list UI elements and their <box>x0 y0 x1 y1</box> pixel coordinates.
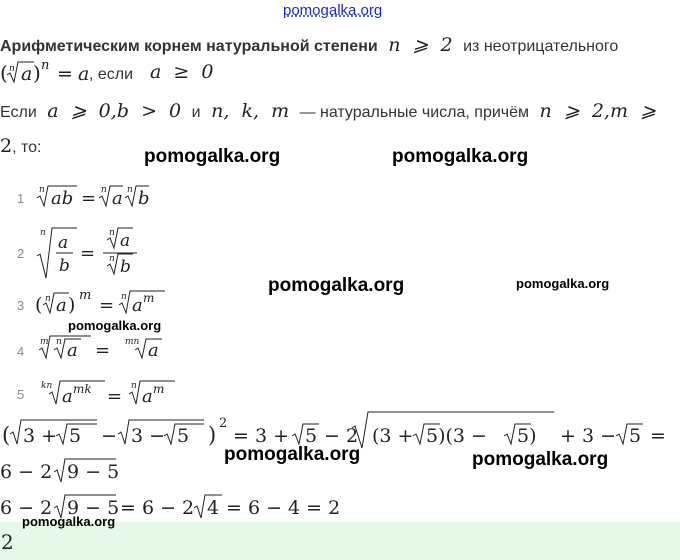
svg-text:=: = <box>99 295 115 316</box>
svg-text:n: n <box>101 185 107 195</box>
svg-text:5: 5 <box>629 425 642 447</box>
svg-text:a: a <box>132 295 143 316</box>
formula: a ≥ 0 <box>150 61 214 83</box>
svg-text:m: m <box>143 291 155 305</box>
svg-text:a: a <box>56 295 67 316</box>
svg-text:a: a <box>67 340 78 361</box>
svg-text:5: 5 <box>69 425 82 447</box>
svg-text:n: n <box>45 294 51 304</box>
svg-text:ab: ab <box>51 188 74 209</box>
svg-text:a: a <box>78 63 90 85</box>
definition-lead: Арифметическим корнем натуральной степени <box>0 38 378 55</box>
svg-text:6 − 2: 6 − 2 <box>0 497 53 519</box>
watermark: pomogalka.org <box>392 146 529 167</box>
svg-text:(: ( <box>0 61 8 85</box>
definition-tail: из неотрицательного <box>463 38 619 55</box>
svg-text:a: a <box>112 188 123 209</box>
svg-text:= 3 +: = 3 + <box>233 425 290 447</box>
conditions-line <box>0 100 656 122</box>
watermark: pomogalka.org <box>22 514 116 529</box>
formula: 2 <box>0 135 13 157</box>
watermark: pomogalka.org <box>268 275 405 296</box>
svg-text:6 − 2: 6 − 2 <box>0 461 53 483</box>
svg-text:): ) <box>33 61 41 85</box>
svg-text:− 2: − 2 <box>324 425 359 447</box>
svg-text:a: a <box>148 340 159 361</box>
formula: a ⩾ 0,b > 0 <box>41 100 182 122</box>
svg-text:=: = <box>57 63 73 85</box>
svg-text:b: b <box>138 188 150 209</box>
svg-text:=: = <box>80 243 96 264</box>
solution-line-1 <box>0 410 676 450</box>
svg-text:a: a <box>21 63 33 85</box>
conditions-tail: — натуральные числа, причём <box>299 104 530 121</box>
property-number: 3 <box>17 298 25 313</box>
svg-text:m: m <box>79 288 92 303</box>
svg-text:5: 5 <box>305 425 318 447</box>
definition-line <box>0 34 618 56</box>
svg-text:n: n <box>121 292 127 302</box>
svg-text:n: n <box>41 58 50 73</box>
svg-text:=: = <box>107 386 123 407</box>
solution-line-2 <box>0 454 140 486</box>
svg-text:n: n <box>131 381 137 391</box>
svg-text:a: a <box>142 386 153 407</box>
definition-mid: , если <box>89 66 134 83</box>
watermark-top[interactable]: pomogalka.org <box>283 2 383 19</box>
svg-text:+ 3 −: + 3 − <box>560 425 617 447</box>
formula: n ⩾ 2 <box>382 34 453 56</box>
answer-value: 2 <box>1 530 14 554</box>
svg-text:m: m <box>40 337 49 347</box>
watermark: pomogalka.org <box>472 449 609 470</box>
property-1-formula <box>35 184 185 214</box>
property-5-formula <box>35 378 185 410</box>
svg-text:3 +: 3 + <box>23 425 58 447</box>
conditions-to: , то: <box>12 139 42 156</box>
svg-text:n: n <box>109 254 115 264</box>
svg-text:9 − 5: 9 − 5 <box>67 497 120 519</box>
property-number: 4 <box>17 344 25 359</box>
conditions-prefix: Если <box>0 104 37 121</box>
svg-text:= 6 − 4 = 2: = 6 − 4 = 2 <box>226 497 341 519</box>
svg-text:mk: mk <box>73 382 92 396</box>
svg-text:n: n <box>127 185 133 195</box>
svg-text:5: 5 <box>177 425 190 447</box>
svg-text:(: ( <box>35 294 43 316</box>
svg-text:n: n <box>56 337 62 347</box>
property-number: 1 <box>17 191 25 206</box>
formula: n, k, m <box>205 100 296 122</box>
watermark: pomogalka.org <box>224 444 361 465</box>
svg-text:4: 4 <box>207 497 220 519</box>
svg-text:=: = <box>81 188 97 209</box>
svg-text:5): 5) <box>517 425 537 447</box>
svg-text:5)(3 −: 5)(3 − <box>426 425 487 447</box>
svg-text:=: = <box>95 340 111 361</box>
svg-text:2: 2 <box>219 416 228 431</box>
svg-text:n: n <box>109 228 115 238</box>
svg-text:n: n <box>40 228 46 238</box>
svg-text:n: n <box>39 185 45 195</box>
svg-text:3 −: 3 − <box>131 425 166 447</box>
svg-text:mn: mn <box>125 337 140 347</box>
property-number: 2 <box>17 246 25 261</box>
watermark: pomogalka.org <box>68 318 162 333</box>
svg-text:m: m <box>153 382 165 396</box>
conditions-and: и <box>191 104 201 121</box>
property-number: 5 <box>17 387 25 402</box>
svg-text:n: n <box>9 64 15 74</box>
watermark: pomogalka.org <box>516 276 610 291</box>
property-3-formula <box>35 287 195 319</box>
watermark: pomogalka.org <box>144 146 281 167</box>
svg-text:b: b <box>120 257 131 277</box>
svg-text:a: a <box>58 233 69 253</box>
svg-text:): ) <box>208 423 217 447</box>
property-2-formula <box>35 226 185 282</box>
svg-text:(: ( <box>2 423 11 447</box>
svg-text:a: a <box>62 386 73 407</box>
svg-text:kn: kn <box>41 381 53 391</box>
svg-text:9 − 5: 9 − 5 <box>67 461 120 483</box>
svg-text:): ) <box>68 294 76 316</box>
svg-text:−: − <box>101 425 117 447</box>
svg-text:a: a <box>120 231 131 251</box>
svg-text:(3 +: (3 + <box>372 425 414 447</box>
conditions-end <box>0 135 41 157</box>
formula: n ⩾ 2,m ⩾ <box>533 100 657 122</box>
svg-text:= 6 − 2: = 6 − 2 <box>120 497 195 519</box>
svg-text:b: b <box>59 256 70 276</box>
property-4-formula <box>35 334 175 364</box>
svg-text:=: = <box>650 425 666 447</box>
